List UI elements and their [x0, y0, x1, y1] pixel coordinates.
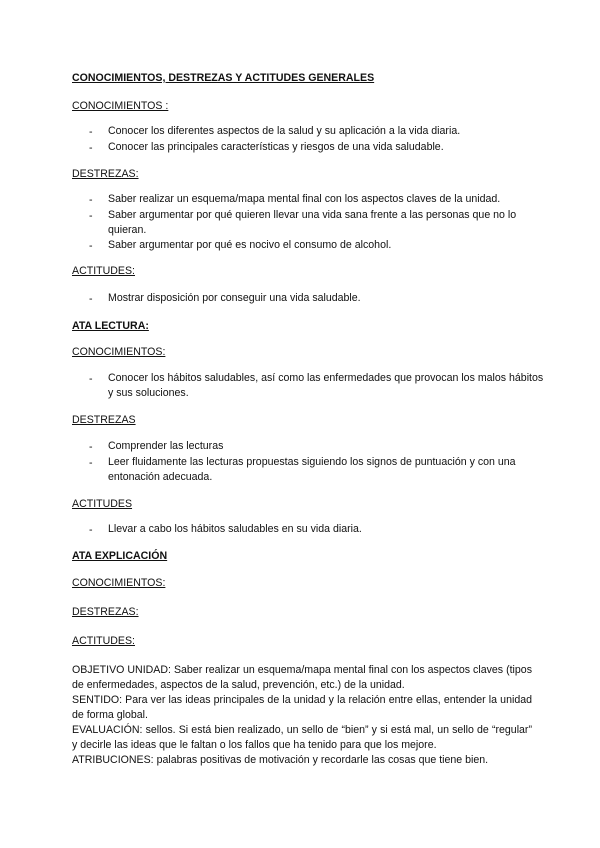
general-actitudes-label: ACTITUDES:: [72, 265, 135, 277]
bullet-dash: -: [89, 240, 93, 252]
bullet-dash: -: [89, 210, 93, 222]
bullet-dash: -: [89, 524, 93, 536]
explicacion-destrezas-label: DESTREZAS:: [72, 606, 139, 618]
objetivo-paragraph: OBJETIVO UNIDAD: Saber realizar un esquema/mapa mental final con los aspectos claves (tipos de enfermedades, aspectos de la salud, prevención, etc.) de la unidad.: [72, 664, 532, 691]
list-item: Conocer los hábitos saludables, así como las enfermedades que provocan los malos hábitos y sus soluciones.: [108, 372, 544, 399]
list-item: Saber argumentar por qué quieren llevar una vida sana frente a las personas que no lo quieran.: [108, 209, 517, 236]
list-item: Saber realizar un esquema/mapa mental final con los aspectos claves de la unidad.: [108, 193, 501, 205]
bullet-dash: -: [89, 457, 93, 469]
explicacion-conocimientos-label: CONOCIMIENTOS:: [72, 577, 166, 589]
list-item: Conocer los diferentes aspectos de la salud y su aplicación a la vida diaria.: [108, 125, 461, 137]
general-conocimientos-label: CONOCIMIENTOS :: [72, 100, 169, 112]
bullet-dash: -: [89, 293, 93, 305]
bullet-dash: -: [89, 373, 93, 385]
explicacion-actitudes-label: ACTITUDES:: [72, 635, 135, 647]
lectura-heading: ATA LECTURA:: [72, 320, 149, 332]
atribuciones-paragraph: ATRIBUCIONES: palabras positivas de motivación y recordarle las cosas que tiene bien.: [72, 754, 489, 766]
explicacion-heading: ATA EXPLICACIÓN: [72, 550, 168, 562]
main-heading: CONOCIMIENTOS, DESTREZAS Y ACTITUDES GENERALES: [72, 72, 375, 84]
bullet-dash: -: [89, 126, 93, 138]
list-item: Leer fluidamente las lecturas propuestas siguiendo los signos de puntuación y con una entonación adecuada.: [108, 456, 516, 483]
lectura-actitudes-label: ACTITUDES: [72, 498, 133, 510]
list-item: Llevar a cabo los hábitos saludables en su vida diaria.: [108, 523, 362, 535]
general-destrezas-label: DESTREZAS:: [72, 168, 139, 180]
bullet-dash: -: [89, 441, 93, 453]
lectura-conocimientos-label: CONOCIMIENTOS:: [72, 346, 166, 358]
list-item: Comprender las lecturas: [108, 440, 224, 452]
list-item: Saber argumentar por qué es nocivo el consumo de alcohol.: [108, 239, 392, 251]
lectura-destrezas-label: DESTREZAS: [72, 414, 136, 426]
list-item: Conocer las principales características y riesgos de una vida saludable.: [108, 141, 444, 153]
bullet-dash: -: [89, 194, 93, 206]
sentido-paragraph: SENTIDO: Para ver las ideas principales de la unidad y la relación entre ellas, entender la unidad de forma global.: [72, 694, 532, 721]
bullet-dash: -: [89, 142, 93, 154]
list-item: Mostrar disposición por conseguir una vida saludable.: [108, 292, 361, 304]
evaluacion-paragraph: EVALUACIÓN: sellos. Si está bien realizado, un sello de “bien” y si está mal, un sello de “regular” y decirle las ideas que le faltan o los fallos que ha tenido para que los mejore.: [72, 724, 532, 751]
